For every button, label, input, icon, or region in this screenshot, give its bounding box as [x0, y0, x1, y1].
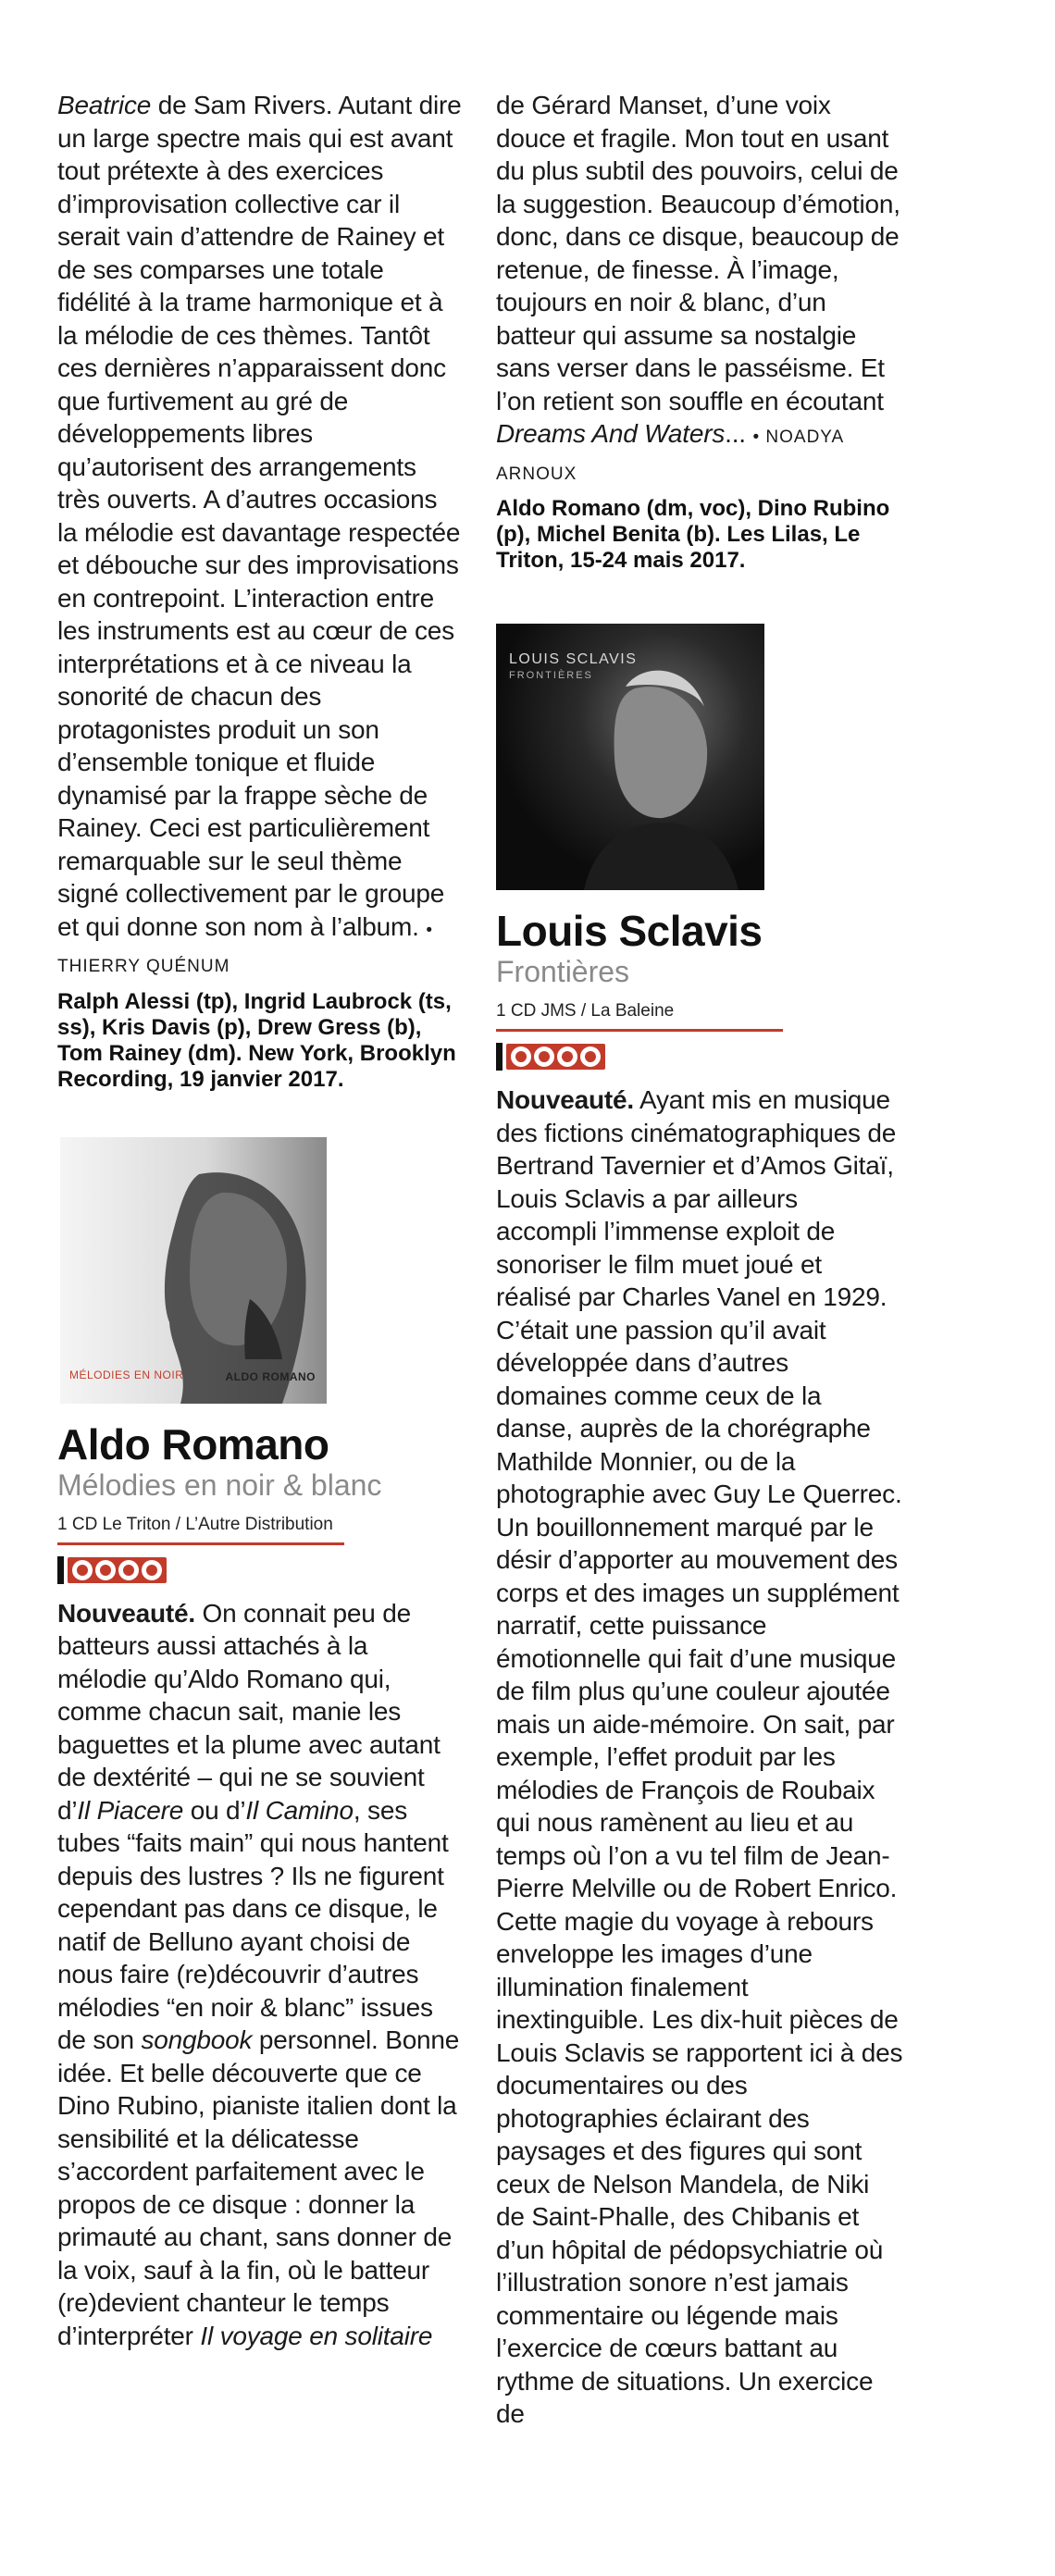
album-cover-sclavis — [496, 624, 764, 890]
review-text — [496, 1084, 903, 2431]
review-credits-right: Aldo Romano (dm, voc), Dino Rubino (p), Michel Benita (b). Les Lilas, Le Triton, 15-24 mais 2017. — [496, 496, 890, 573]
cover-text-left: MÉLODIES EN NOIR — [69, 1368, 184, 1381]
rating-stars — [496, 1043, 903, 1071]
right-column — [496, 89, 903, 2431]
review-body: On connait peu de batteurs aussi attachés à la mélodie qu’Aldo Romano qui, comme chacun sait, manie les baguettes et la plume avec autant de dextérité – qui ne se souvient d’Il Piacere ou d’Il Camino, ses tubes “faits main” qui nous hantent depuis des lustres ? Ils ne figurent cependant pas dans ce disque, le natif de Belluno ayant choisi de nous faire (re)découvrir d’autres mélodies “en noir & blanc” issues de son songbook personnel. Bonne idée. Et belle découverte que ce Dino Rubino, pianiste italien dont la sensibilité et la délicatesse s’accordent parfaitement avec le propos de ce disque : donner la primauté au chant, sans donner de la voix, sauf à la fin, où le batteur (re)devient chanteur le temps d’interpréter Il voyage en solitaire — [57, 1598, 460, 2350]
rating-box — [506, 1044, 605, 1070]
artist-name: Aldo Romano — [57, 1419, 329, 1468]
portrait-image — [60, 1137, 327, 1404]
review-continued-body-right: de Gérard Manset, d’une voix douce et fragile. Mon tout en usant du plus subtil des pouvoirs, celui de la suggestion. Beaucoup d’émotion, donc, dans ce disque, beaucoup de retenue, de finesse. À l’image, toujours en noir & blanc, d’un batteur qui assume sa nostalgie sans verser dans le passéisme. Et l’on retient son souffle en écoutant Dreams And Waters... — [496, 91, 900, 448]
star-icon — [72, 1560, 93, 1580]
album-title: Frontières — [496, 955, 630, 988]
star-icon — [534, 1046, 554, 1067]
star-icon — [118, 1560, 139, 1580]
star-icon — [95, 1560, 116, 1580]
star-icon — [142, 1560, 162, 1580]
rating-box — [68, 1557, 167, 1583]
star-icon — [580, 1046, 601, 1067]
review-author-right: • NOADYA ARNOUX — [496, 427, 844, 484]
review-text — [57, 1597, 463, 2353]
star-icon — [511, 1046, 531, 1067]
rating-bar-icon — [496, 1043, 503, 1071]
star-icon — [557, 1046, 577, 1067]
album-title: Mélodies en noir & blanc — [57, 1468, 382, 1502]
review-continued-text — [57, 89, 463, 984]
cover-title: LOUIS SCLAVIS — [509, 651, 638, 667]
review-body: Ayant mis en musique des fictions cinématographiques de Bertrand Tavernier et d’Amos Gitaï, Louis Sclavis a par ailleurs accompli l’immense exploit de sonoriser le film muet joué et réalisé par Charles Vanel en 1929. C’était une passion qu’il avait développée dans d’autres domaines comme ceux de la danse, auprès de la chorégraphe Mathilde Monnier, ou de la photographie avec Guy Le Querrec. Un bouillonnement marqué par le désir d’apporter au mouvement des corps et des images un supplément narratif, cette puissance émotionnelle qui fait d’une musique de film plus qu’une couleur ajoutée mais un aide-mémoire. On sait, par exemple, l’effet produit par les mélodies de François de Roubaix qui nous ramènent au lieu et au temps où l’on a vu tel film de Jean-Pierre Melville ou de Robert Enrico. Cette magie du voyage à rebours enveloppe les images d’une illumination finalement inextinguible. Les dix-huit pièces de Louis Sclavis se rapportent ici à des documentaires ou des photographies éclairant des paysages et des figures qui sont ceux de Nelson Mandela, de Niki de Saint-Phalle, des Chibanis et d’un hôpital de pédopsychiatrie où l’illustration sonore n’est jamais commentaire ou légende mais l’exercice de cœurs battant au rythme de situations. Un exercice de — [496, 1085, 903, 2428]
review-continued-body: Beatrice de Sam Rivers. Autant dire un large spectre mais qui est avant tout prétexte à des exercices d’improvisation collective car il serait vain d’attendre de Rainey et de ses comparses une totale fidélité à la trame harmonique et à la mélodie de ces thèmes. Tantôt ces dernières n’apparaissent donc que furtivement au gré de développements libres qu’autorisent des arrangements très ouverts. A d’autres occasions la mélodie est davantage respectée et débouche sur des improvisations en contrepoint. L’interaction entre les instruments est au cœur de ces interprétations et à ce niveau la sonorité de chacun des protagonistes produit un son d’ensemble tonique et fluide dynamisé par la frappe sèche de Rainey. Ceci est particulièrement remarquable sur le seul thème signé collectivement par le groupe et qui donne son nom à l’album. — [57, 91, 462, 941]
review-lead: Nouveauté. — [496, 1085, 634, 1114]
review-credits: Ralph Alessi (tp), Ingrid Laubrock (ts, ss), Kris Davis (p), Drew Gress (b), Tom Rainey (dm). New York, Brooklyn Recording, 19 janvier 2017. — [57, 988, 456, 1092]
left-column — [57, 89, 463, 2352]
artist-name: Louis Sclavis — [496, 907, 763, 955]
review-lead: Nouveauté. — [57, 1598, 195, 1628]
review-author: • THIERRY QUÉNUM — [57, 920, 433, 976]
review-continued-text-right — [496, 89, 903, 490]
rating-bar-icon — [57, 1556, 64, 1584]
label-info: 1 CD JMS / La Baleine — [496, 1001, 783, 1032]
cover-text-right: ALDO ROMANO — [225, 1369, 316, 1383]
album-cover-romano — [60, 1137, 327, 1404]
cover-subtitle: FRONTIÈRES — [509, 670, 593, 681]
label-info: 1 CD Le Triton / L’Autre Distribution — [57, 1515, 344, 1545]
rating-stars — [57, 1556, 463, 1584]
